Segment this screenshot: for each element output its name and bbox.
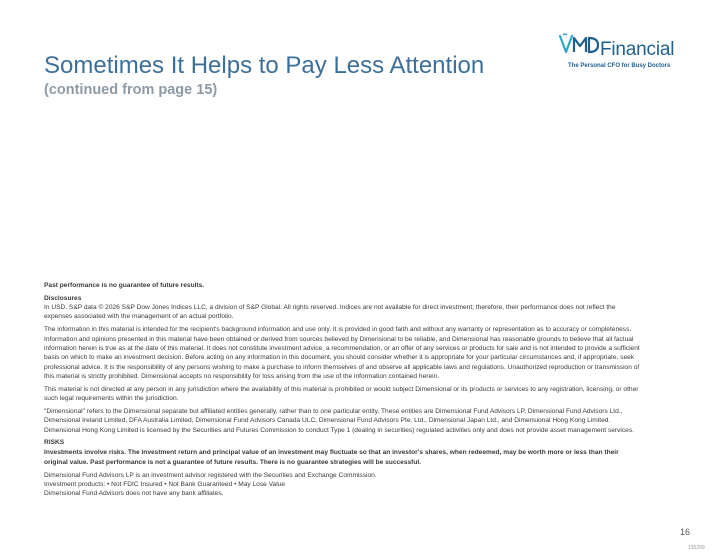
past-performance-note: Past performance is no guarantee of future results. <box>44 282 205 289</box>
document-code: 135209 <box>688 545 705 551</box>
bank-affiliates-line: Dimensional Fund Advisors does not have any bank affiliates. <box>44 490 224 498</box>
disclosures-heading: Disclosures <box>44 294 82 302</box>
disclosure-paragraph-1: In USD. S&P data © 2026 S&P Dow Jones Indices LLC, a division of S&P Global. All rights reserved. Indices are not available for direct investment; therefore, their performance does not reflect the expenses associated with the management of an actual portfolio. <box>44 304 616 321</box>
risks-paragraph: Investments involve risks. The investment return and principal value of an investment may fluctuate so that an investor's shares, when redeemed, may be worth more or less than their original value. Past performance is not a guarantee of future results. There is no guarantee strategies will be successful. <box>44 449 619 466</box>
disclosure-paragraph-3: This material is not directed at any person in any jurisdiction where the availability of this material is prohibited or would subject Dimensional or its products or services to any registration, licensing, or other such legal requirements within the jurisdiction. <box>44 385 639 403</box>
registration-line: Dimensional Fund Advisors LP is an investment advisor registered with the Securities and Exchange Commission. <box>44 471 377 479</box>
disclosures-block <box>44 281 644 498</box>
vmd-logo-icon <box>556 32 602 62</box>
company-logo <box>556 32 686 76</box>
logo-tagline: The Personal CFO for Busy Doctors <box>568 63 671 69</box>
page-title: Sometimes It Helps to Pay Less Attention <box>44 52 485 79</box>
risks-heading: RISKS <box>44 439 65 447</box>
page-subtitle: (continued from page 15) <box>44 82 218 98</box>
logo-wordmark: Financial <box>600 39 675 60</box>
page-number: 16 <box>680 527 691 537</box>
disclosure-paragraph-2: The information in this material is intended for the recipient's background information and use only. It is provided in good faith and without any warranty or representation as to accuracy or completeness. Information and opinions presented in this material have been obtained or derived from sources believed by Dimensional to be reliable, and Dimensional has reasonable grounds to believe that all factual information herein is true as at the date of this material. It does not constitute investment advice, a recommendation, or an offer of any services or products for sale and is not intended to provide a sufficient basis on which to make an investment decision. Before acting on any information in this document, you should consider whether it is appropriate for your particular circumstances and, if appropriate, seek professional advice. It is the responsibility of any persons wishing to make a purchase to inform themselves of and observe all applicable laws and regulations. Unauthorized reproduction or transmission of this material is strictly prohibited. Dimensional accepts no responsibility for loss arising from the use of the information contained herein. <box>44 326 640 380</box>
disclosure-paragraph-4: "Dimensional" refers to the Dimensional separate but affiliated entities generally, rather than to one particular entity. These entities are Dimensional Fund Advisors LP, Dimensional Fund Advisors Ltd., Dimensional Ireland Limited, DFA Australia Limited, Dimensional Fund Advisors Canada ULC, Dimensional Fund Advisors Pte. Ltd., Dimensional Japan Ltd., and Dimensional Hong Kong Limited. Dimensional Hong Kong Limited is licensed by the Securities and Futures Commission to conduct Type 1 (dealing in securities) regulated activities only and does not provide asset management services. <box>44 407 634 434</box>
investment-products-line: Investment products: • Not FDIC Insured • Not Bank Guaranteed • May Lose Value <box>44 480 285 488</box>
